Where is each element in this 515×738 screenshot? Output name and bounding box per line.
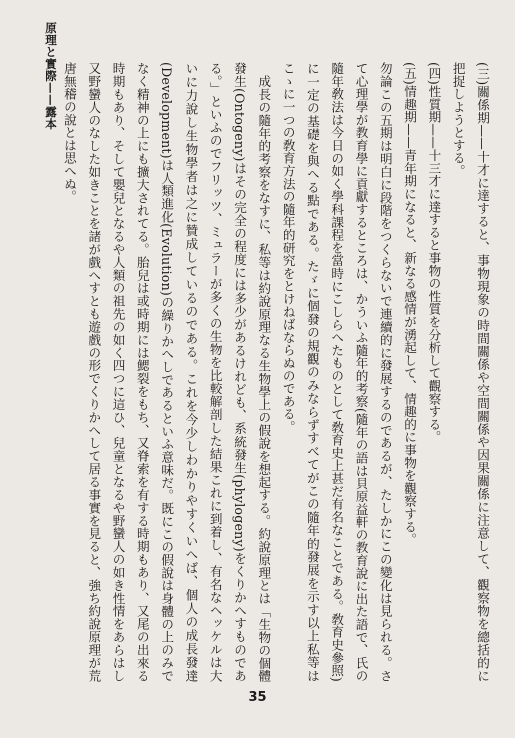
paragraph-recapitulation: 成長の隨年的考察をなすに、私等は約說原理なる生物學上の假說を想起する。約說原理とは「生物の個體發生(Ontogeny)はその完全の程度には多少があるけれども、系統發生(phylogeny)をくりかへすものである。」といふのでフリッツ、ミュラーが多くの生物を比較解剖した結果これに到着し、有名なヘッケルは大いに力說し生物學者は之に贊成しているのである。これを今少しわかりやすくいへば、個人の成長發達(Development)は人類進化(Evolution)の繰りかへしであるといふ意味だ。既にこの假說は身體の上のみでなく精神の上にも擴大されてる。胎兒は或時期には鰓裂をもち、又脊索を有する時期もあり、又尾の出來る時期もあり、そして嬰兒となるや人類の祖先の如く四つに這ひ、兒童となるや野蠻人の如き性情をあらはし又野蠻人のなした如きことを諸が戲へすとも遊戲の形でくりかへして居る事實を見ると、強ち約說原理が荒唐無稽の說とは思へぬ。	[61, 62, 272, 682]
paragraph-relation-period: (三)關係期——十才に達すると、事物現象の時間關係や空間關係や因果關係に注意して、觀察物を總括的に把捉しようとする。	[450, 62, 490, 682]
paragraph-five-periods: 勿論この五期は明白に段階をつくらないで連續的に發展するのであるが、たしかにこの變化は見られる。さて心理學が教育學に貢獻するところは、かういふ隨年的考察(隨年の語は貝原益軒の教育說に出た語で、氏の隨年敎法は今日の如く學科課程を當時にこしらへたものとして敎育史上甚だ有名なことである。敎育史參照)に一定の基礎を與へる點である。たゞに個發の規觀のみならずすべてがこの隨年的發展を示す以上私等はこゝに一つの敎育方法の隨年的研究をとけねばならぬのである。	[280, 62, 393, 682]
running-header: 原理と實際——露本	[44, 22, 58, 130]
paragraph-property-period: (四)性質期——十三才に達すると事物の性質を分析して觀察する。	[426, 62, 442, 444]
vertical-text-body	[61, 62, 494, 682]
paragraph-sentiment-period: (五)情趣期——青年期になると、新なる感情が湧起して、情趣的に事物を觀察する。	[402, 62, 418, 546]
page-number: 35	[248, 690, 267, 705]
